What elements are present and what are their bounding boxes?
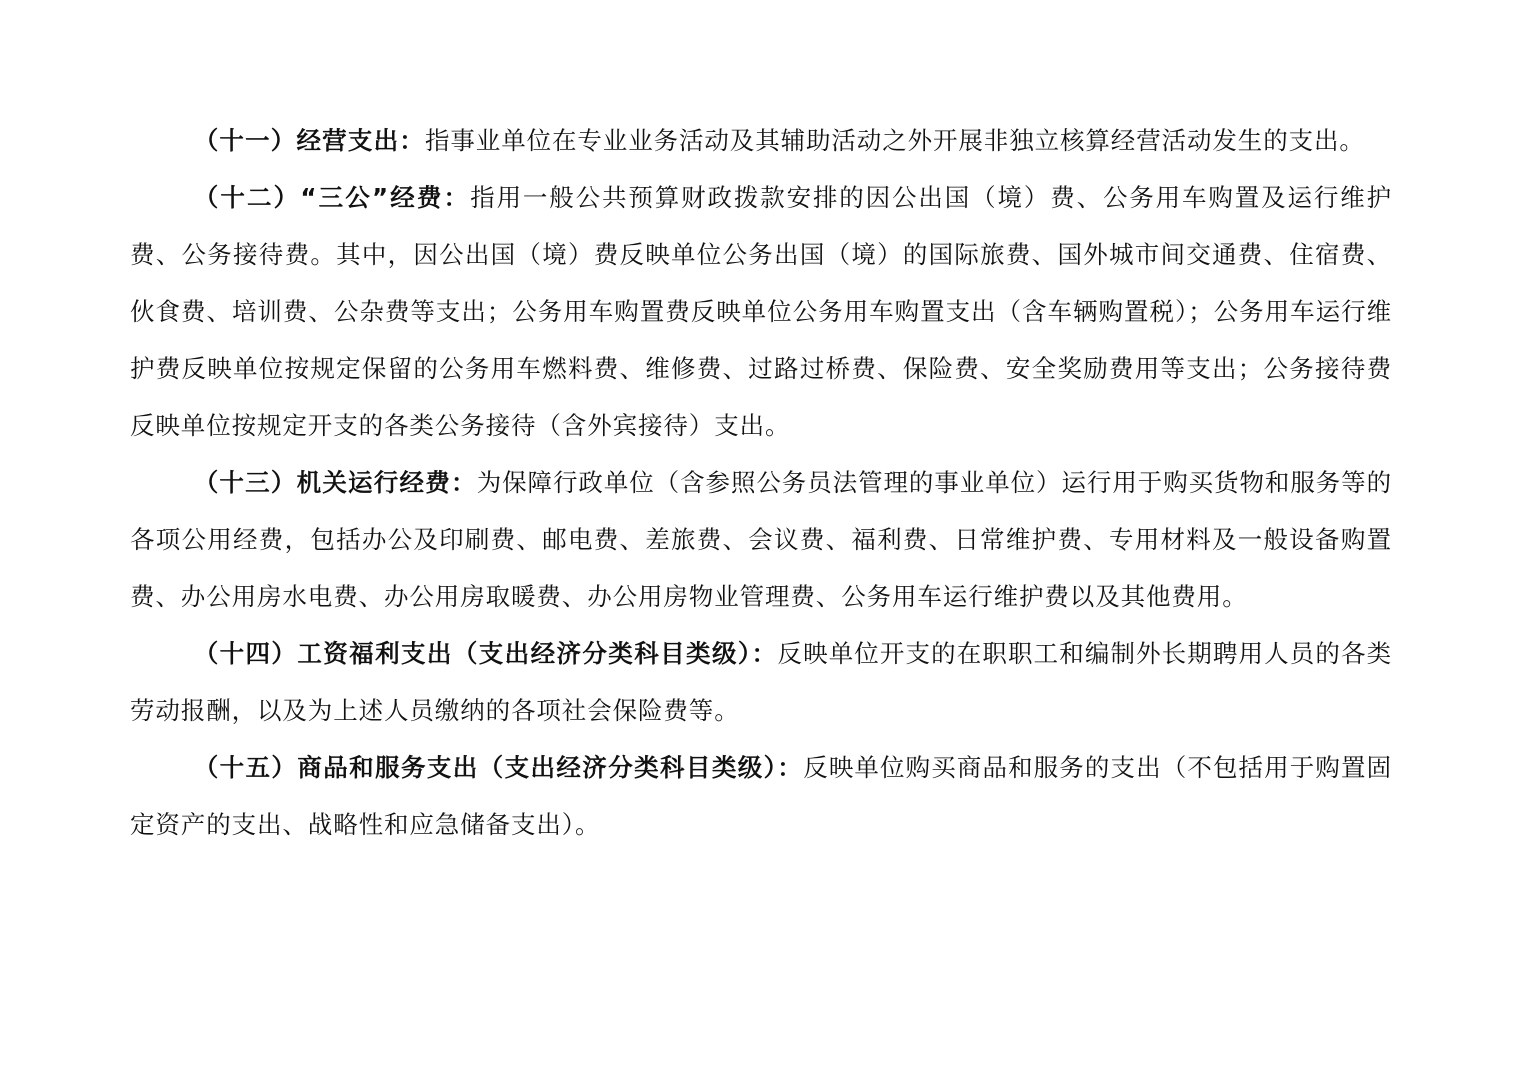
term-three-public-expenses: （十二）“三公”经费： <box>193 183 471 212</box>
definition-agency-operating-expenses: 为保障行政单位（含参照公务员法管理的事业单位）运行用于购买货物和服务等的各项公用经费，包括办公及印刷费、邮电费、差旅费、会议费、福利费、日常维护费、专用材料及一般设备购置费、办公用房水电费、办公用房取暖费、办公用房物业管理费、公务用车运行维护费以及其他费用。 <box>130 468 1392 611</box>
paragraph-goods-services <box>130 739 1392 853</box>
paragraph-three-public-expenses <box>130 169 1392 454</box>
paragraph-wages-welfare <box>130 625 1392 739</box>
definition-wages-welfare: 反映单位开支的在职职工和编制外长期聘用人员的各类劳动报酬，以及为上述人员缴纳的各项社会保险费等。 <box>130 639 1392 725</box>
definition-operating-expenses: 指事业单位在专业业务活动及其辅助活动之外开展非独立核算经营活动发生的支出。 <box>425 126 1365 155</box>
document-body <box>130 112 1392 853</box>
definition-three-public-expenses: 指用一般公共预算财政拨款安排的因公出国（境）费、公务用车购置及运行维护费、公务接待费。其中，因公出国（境）费反映单位公务出国（境）的国际旅费、国外城市间交通费、住宿费、伙食费、培训费、公杂费等支出；公务用车购置费反映单位公务用车购置支出（含车辆购置税）；公务用车运行维护费反映单位按规定保留的公务用车燃料费、维修费、过路过桥费、保险费、安全奖励费用等支出；公务接待费反映单位按规定开支的各类公务接待（含外宾接待）支出。 <box>130 183 1392 440</box>
paragraph-operating-expenses <box>130 112 1392 169</box>
paragraph-agency-operating-expenses <box>130 454 1392 625</box>
term-operating-expenses: （十一）经营支出： <box>193 126 425 155</box>
term-agency-operating-expenses: （十三）机关运行经费： <box>193 468 477 497</box>
term-goods-services: （十五）商品和服务支出（支出经济分类科目类级）： <box>193 753 804 782</box>
term-wages-welfare: （十四）工资福利支出（支出经济分类科目类级）： <box>193 639 778 668</box>
definition-goods-services: 反映单位购买商品和服务的支出（不包括用于购置固定资产的支出、战略性和应急储备支出）。 <box>130 753 1392 839</box>
